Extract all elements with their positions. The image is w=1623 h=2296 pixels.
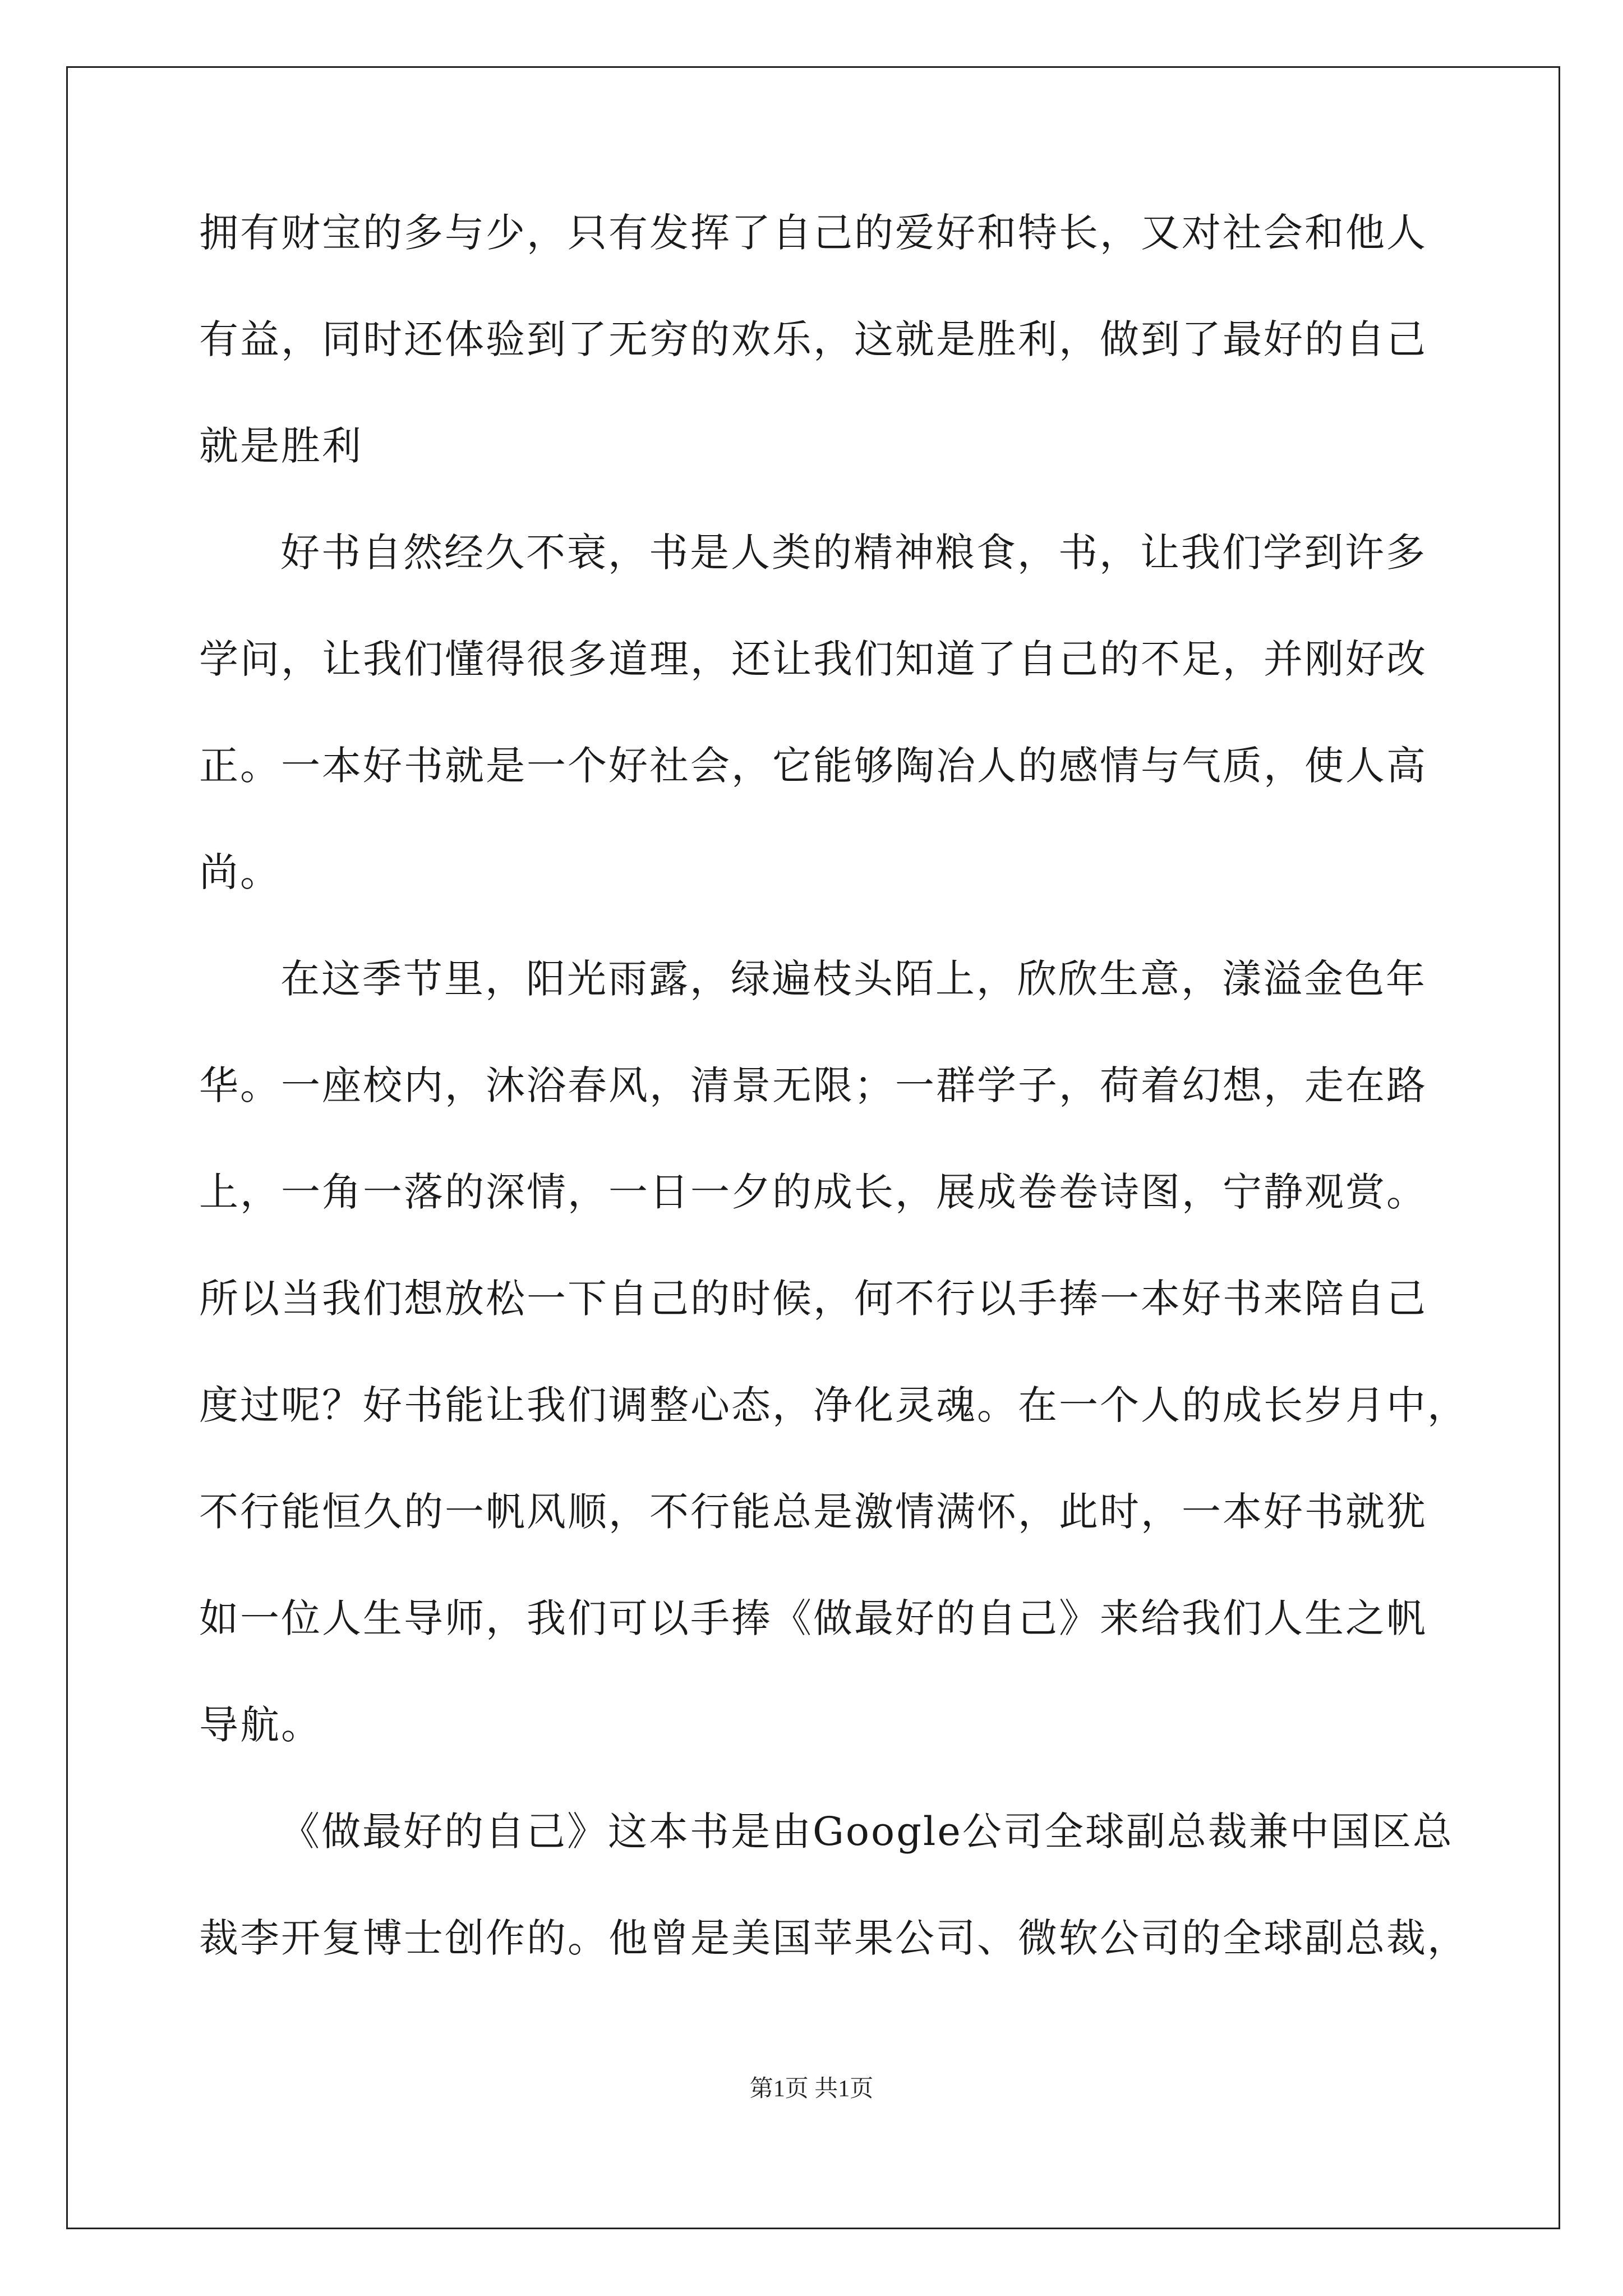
- text-line: 拥有财宝的多与少，只有发挥了自己的爱好和特长，又对社会和他人: [199, 210, 1427, 256]
- text-line: 华。一座校内，沐浴春风，清景无限；一群学子，荷着幻想，走在路: [199, 1062, 1427, 1108]
- text-line: 不行能恒久的一帆风顺，不行能总是激情满怀，此时，一本好书就犹: [199, 1489, 1427, 1535]
- page-number-footer: 第1页 共1页: [749, 2076, 874, 2102]
- paragraph-start-line: 《做最好的自己》这本书是由Google公司全球副总裁兼中国区总: [280, 1809, 1454, 1855]
- text-line: 如一位人生导师，我们可以手捧《做最好的自己》来给我们人生之帆: [199, 1595, 1427, 1641]
- text-line: 有益，同时还体验到了无穷的欢乐，这就是胜利，做到了最好的自己: [199, 316, 1427, 362]
- text-line: 正。一本好书就是一个好社会，它能够陶冶人的感情与气质，使人高: [199, 743, 1427, 789]
- text-line: 导航。: [199, 1702, 322, 1748]
- text-line: 上，一角一落的深情，一日一夕的成长，展成卷卷诗图，宁静观赏。: [199, 1169, 1427, 1215]
- text-line: 所以当我们想放松一下自己的时候，何不行以手捧一本好书来陪自己: [199, 1276, 1427, 1322]
- text-line: 裁李开复博士创作的。他曾是美国苹果公司、微软公司的全球副总裁，: [199, 1915, 1468, 1961]
- text-line: 度过呢？好书能让我们调整心态，净化灵魂。在一个人的成长岁月中，: [199, 1382, 1468, 1428]
- paragraph-start-line: 好书自然经久不衰，书是人类的精神粮食，书，让我们学到许多: [280, 530, 1427, 576]
- text-line: 就是胜利: [199, 423, 363, 469]
- text-line: 学问，让我们懂得很多道理，还让我们知道了自己的不足，并刚好改: [199, 636, 1427, 682]
- text-line: 尚。: [199, 849, 281, 895]
- paragraph-start-line: 在这季节里，阳光雨露，绿遍枝头陌上，欣欣生意，漾溢金色年: [280, 956, 1427, 1002]
